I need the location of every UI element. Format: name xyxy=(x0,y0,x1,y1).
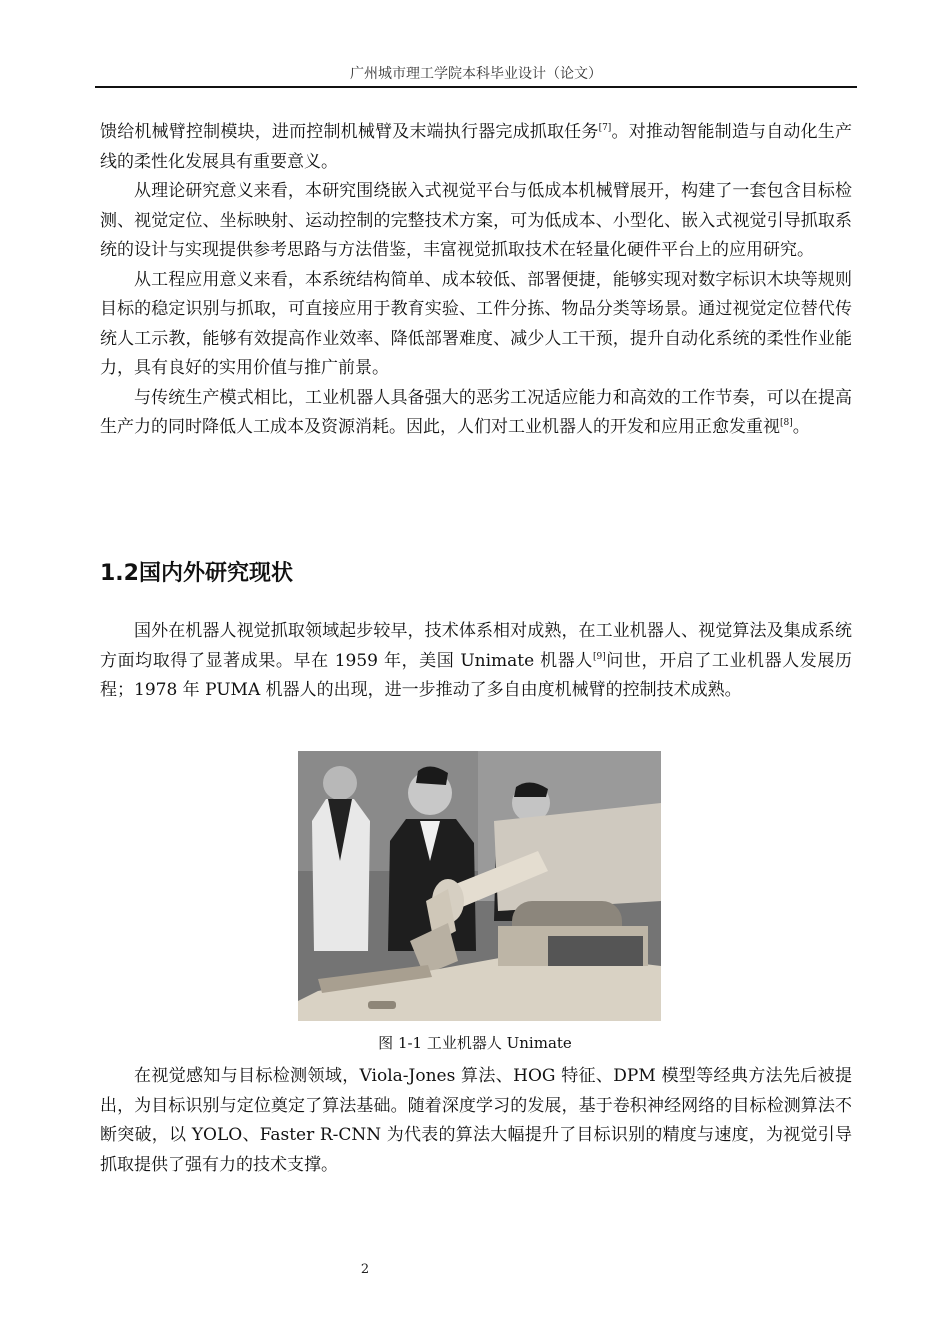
citation-7[interactable]: [7] xyxy=(598,123,612,133)
research-status-body xyxy=(100,617,852,706)
citation-9[interactable]: [9] xyxy=(592,651,606,662)
running-header: 广州城市理工学院本科毕业设计（论文） xyxy=(350,66,602,82)
paragraph-3: 从工程应用意义来看，本系统结构简单、成本较低、部署便捷，能够实现对数字标识木块等规则目标的稳定识别与抓取，可直接应用于教育实验、工件分拣、物品分类等场景。通过视觉定位替代传统人工示教，能够有效提高作业效率、降低部署难度、减少人工干预，提升自动化系统的柔性作业能力，具有良好的实用价值与推广前景。 xyxy=(100,269,852,378)
page-number: 2 xyxy=(360,1262,370,1277)
figure-caption: 图 1-1 工业机器人 Unimate xyxy=(378,1034,572,1052)
intro-body xyxy=(100,118,852,443)
section-heading: 1.2国内外研究现状 xyxy=(100,561,293,586)
figure-unimate-photo xyxy=(298,751,661,1021)
paragraph-4: 与传统生产模式相比，工业机器人具备强大的恶劣工况适应能力和高效的工作节奏，可以在提高生产力的同时降低人工成本及资源消耗。因此，人们对工业机器人的开发和应用正愈发重视[8]。 xyxy=(100,387,852,437)
header-rule xyxy=(95,86,857,88)
paragraph-6: 在视觉感知与目标检测领域，Viola-Jones 算法、HOG 特征、DPM 模型等经典方法先后被提出，为目标识别与定位奠定了算法基础。随着深度学习的发展，基于卷积神经网络的目标检测算法不断突破，以 YOLO、Faster R-CNN 为代表的算法大幅提升了目标识别的精度与速度，为视觉引导抓取提供了强有力的技术支撑。 xyxy=(100,1066,852,1175)
detection-body xyxy=(100,1062,852,1180)
paragraph-5: 国外在机器人视觉抓取领域起步较早，技术体系相对成熟，在工业机器人、视觉算法及集成系统方面均取得了显著成果。早在 1959 年，美国 Unimate 机器人[9]问世，开启了工业机器人发展历程；1978 年 PUMA 机器人的出现，进一步推动了多自由度机械臂的控制技术成熟。 xyxy=(100,621,852,700)
paragraph-1: 馈给机械臂控制模块，进而控制机械臂及末端执行器完成抓取任务[7]。对推动智能制造与自动化生产线的柔性化发展具有重要意义。 xyxy=(100,122,852,172)
citation-8[interactable]: [8] xyxy=(780,418,793,428)
paragraph-2: 从理论研究意义来看，本研究围绕嵌入式视觉平台与低成本机械臂展开，构建了一套包含目标检测、视觉定位、坐标映射、运动控制的完整技术方案，可为低成本、小型化、嵌入式视觉引导抓取系统的设计与实现提供参考思路与方法借鉴，丰富视觉抓取技术在轻量化硬件平台上的应用研究。 xyxy=(100,181,852,260)
